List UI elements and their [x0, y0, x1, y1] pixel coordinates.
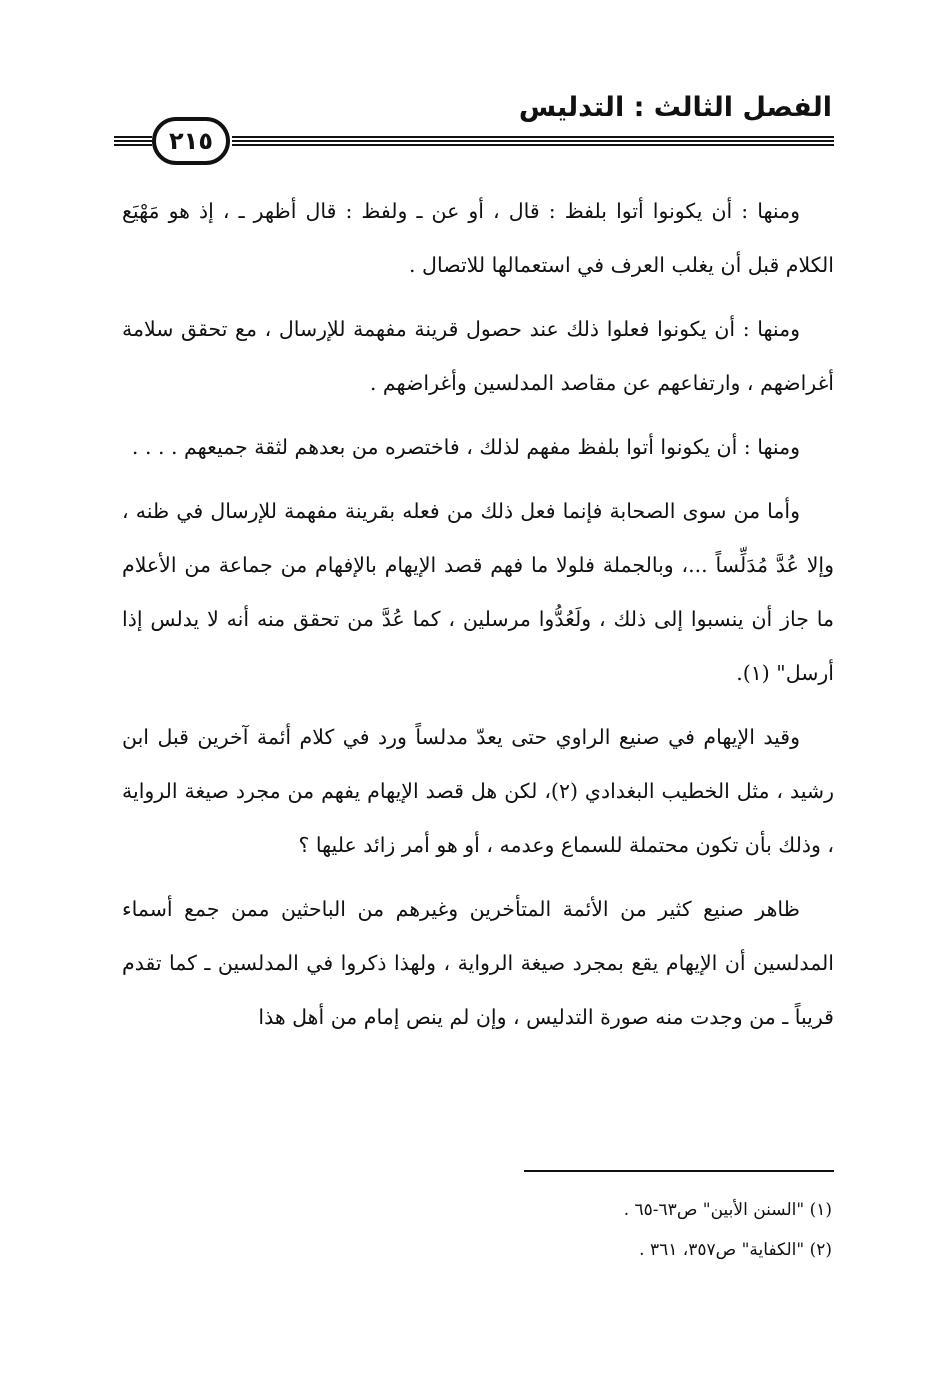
footnote: (٢) "الكفاية" ص٣٥٧، ٣٦١ . [639, 1240, 832, 1260]
paragraph: ومنها : أن يكونوا أتوا بلفظ : قال ، أو عن ـ ولفظ : قال أظهر ـ ، إذ هو مَهْيَع الكلام قبل أن يغلب العرف في استعمالها للاتصال . [122, 199, 834, 277]
footnote-separator [524, 1170, 834, 1172]
footnotes [624, 1190, 832, 1270]
paragraph: وقيد الإيهام في صنيع الراوي حتى يعدّ مدلساً ورد في كلام أئمة آخرين قبل ابن رشيد ، مثل الخطيب البغدادي (٢)، لكن هل قصد الإيهام يفهم من مجرد صيغة الرواية ، وذلك بأن تكون محتملة للسماع وعدمه ، أو هو أمر زائد عليها ؟ [122, 725, 834, 857]
footnote: (١) "السنن الأبين" ص٦٣-٦٥ . [623, 1200, 832, 1220]
header-rule-short [114, 136, 152, 148]
paragraph: ظاهر صنيع كثير من الأئمة المتأخرين وغيرهم من الباحثين ممن جمع أسماء المدلسين أن الإيهام يقع بمجرد صيغة الرواية ، ولهذا ذكروا في المدلسين ـ كما تقدم قريباً ـ من وجدت منه صورة التدليس ، وإن لم ينص إمام من أهل هذا [122, 897, 834, 1029]
paragraph: وأما من سوى الصحابة فإنما فعل ذلك من فعله بقرينة مفهمة للإرسال في ظنه ، وإلا عُدَّ مُدَلِّساً ...، وبالجملة فلولا ما فهم قصد الإيهام بالإفهام من جماعة من الأعلام ما جاز أن ينسبوا إلى ذلك ، ولَعُدُّوا مرسلين ، كما عُدَّ من تحقق منه أنه لا يدلس إذا أرسل" (١). [122, 499, 834, 685]
header-rule-long [232, 136, 834, 148]
paragraph: ومنها : أن يكونوا أتوا بلفظ مفهم لذلك ، فاختصره من بعدهم لثقة جميعهم . . . . [131, 435, 800, 459]
body-text [122, 184, 834, 1054]
page-number-badge [152, 117, 230, 165]
paragraph: ومنها : أن يكونوا فعلوا ذلك عند حصول قرينة مفهمة للإرسال ، مع تحقق سلامة أغراضهم ، وارتفاعهم عن مقاصد المدلسين وأغراضهم . [122, 317, 834, 395]
chapter-title: الفصل الثالث : التدليس [518, 92, 832, 123]
page-number: ٢١٥ [169, 127, 213, 155]
